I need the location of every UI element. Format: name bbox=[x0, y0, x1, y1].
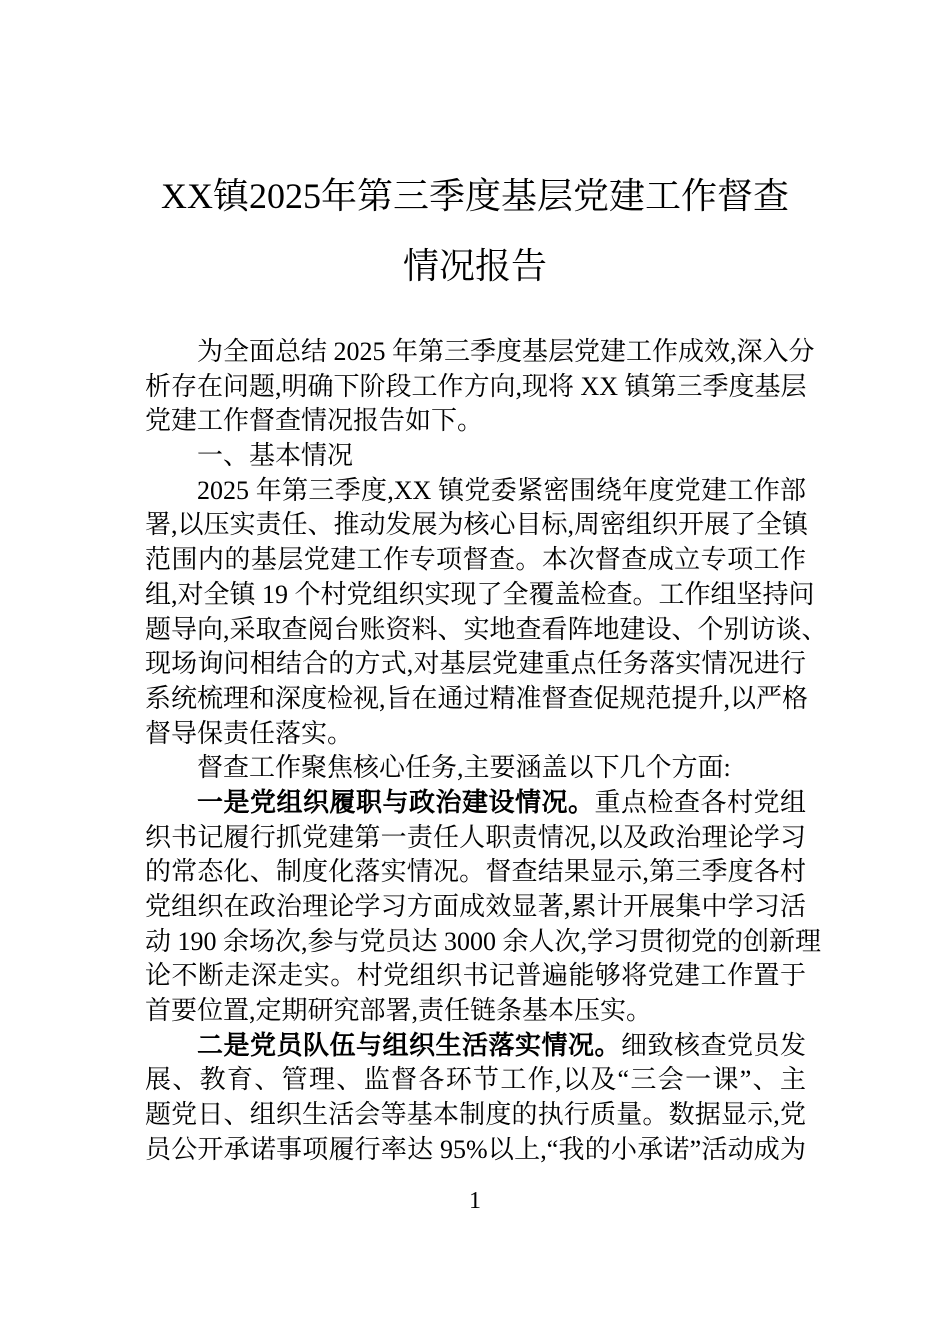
body-line: 析存在问题,明确下阶段工作方向,现将 XX 镇第三季度基层 bbox=[145, 371, 807, 401]
body-line: 展、教育、管理、监督各环节工作,以及“三会一课”、主 bbox=[145, 1065, 806, 1095]
body-text: 重点检查各村党组 bbox=[594, 787, 806, 817]
body-line: 督导保责任落实。 bbox=[145, 718, 354, 748]
document-title-line-1: XX镇2025年第三季度基层党建工作督查 bbox=[161, 176, 789, 216]
body-line: 题导向,采取查阅台账资料、实地查看阵地建设、个别访谈、 bbox=[145, 614, 828, 644]
body-line bbox=[145, 786, 806, 821]
body-text: 细致核查党员发 bbox=[620, 1030, 806, 1060]
document-body bbox=[145, 335, 828, 1168]
body-line: 织书记履行抓党建第一责任人职责情况,以及政治理论学习 bbox=[145, 822, 806, 852]
body-line: 题党日、组织生活会等基本制度的执行质量。数据显示,党 bbox=[145, 1100, 806, 1130]
body-line bbox=[145, 1029, 806, 1064]
page-number: 1 bbox=[469, 1188, 481, 1214]
body-line: 署,以压实责任、推动发展为核心目标,周密组织开展了全镇 bbox=[145, 510, 809, 540]
body-line: 系统梳理和深度检视,旨在通过精准督查促规范提升,以严格 bbox=[145, 683, 809, 713]
section-heading: 一、基本情况 bbox=[197, 441, 354, 471]
body-line: 组,对全镇 19 个村党组织实现了全覆盖检查。工作组坚持问 bbox=[145, 579, 815, 609]
body-line: 论不断走深走实。村党组织书记普遍能够将党建工作置于 bbox=[145, 961, 806, 991]
body-line: 督查工作聚焦核心任务,主要涵盖以下几个方面: bbox=[197, 753, 731, 783]
body-line: 为全面总结 2025 年第三季度基层党建工作成效,深入分 bbox=[197, 337, 815, 366]
body-line: 现场询问相结合的方式,对基层党建重点任务落实情况进行 bbox=[145, 649, 806, 679]
body-line: 首要位置,定期研究部署,责任链条基本压实。 bbox=[145, 996, 653, 1026]
document-title-line-2: 情况报告 bbox=[402, 246, 547, 286]
bold-item-heading: 二是党员队伍与组织生活落实情况。 bbox=[197, 1030, 621, 1061]
body-line: 党建工作督查情况报告如下。 bbox=[145, 406, 484, 436]
body-line: 范围内的基层党建工作专项督查。本次督查成立专项工作 bbox=[145, 545, 806, 575]
body-line: 员公开承诺事项履行率达 95%以上,“我的小承诺”活动成为 bbox=[145, 1134, 806, 1164]
body-line: 党组织在政治理论学习方面成效显著,累计开展集中学习活 bbox=[145, 892, 806, 921]
bold-item-heading: 一是党组织履职与政治建设情况。 bbox=[197, 787, 595, 818]
body-line: 的常态化、制度化落实情况。督查结果显示,第三季度各村 bbox=[145, 857, 806, 887]
body-line: 2025 年第三季度,XX 镇党委紧密围绕年度党建工作部 bbox=[197, 475, 806, 505]
body-line: 动 190 余场次,参与党员达 3000 余人次,学习贯彻党的创新理 bbox=[145, 926, 822, 956]
